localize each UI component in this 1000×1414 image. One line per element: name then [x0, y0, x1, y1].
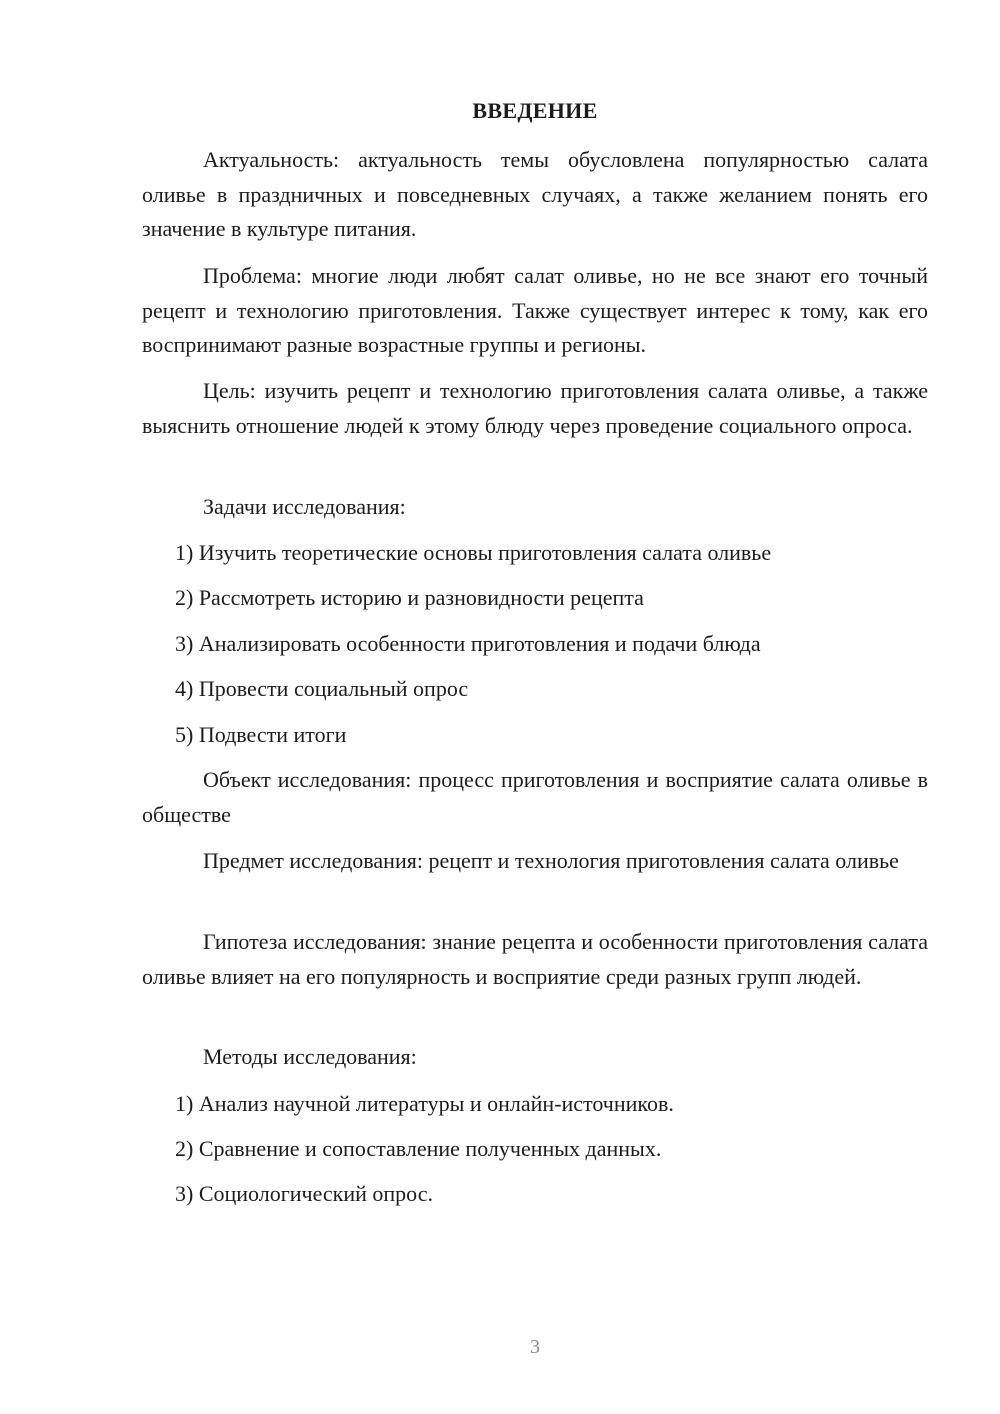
method-item-1: 1) Анализ научной литературы и онлайн-источников.: [175, 1091, 674, 1116]
method-item-3: 3) Социологический опрос.: [175, 1181, 433, 1206]
paragraph-relevance: Актуальность: актуальность темы обусловлена популярностью салата оливье в праздничных и повседневных случаях, а также желанием понять его значение в культуре питания.: [142, 147, 928, 241]
method-item-2: 2) Сравнение и сопоставление полученных данных.: [175, 1136, 662, 1161]
methods-heading: Методы исследования:: [203, 1044, 417, 1069]
page-number: 3: [530, 1336, 540, 1358]
paragraph-problem: Проблема: многие люди любят салат оливье, но не все знают его точный рецепт и технологию приготовления. Также существует интерес к тому, как его воспринимают разные возрастные группы и регионы.: [142, 263, 928, 357]
paragraph-goal: Цель: изучить рецепт и технологию приготовления салата оливье, а также выяснить отношение людей к этому блюду через проведение социального опроса.: [142, 378, 928, 438]
task-item-4: 4) Провести социальный опрос: [175, 676, 469, 701]
paragraph-hypothesis: Гипотеза исследования: знание рецепта и особенности приготовления салата оливье влияет на его популярность и восприятие среди разных групп людей.: [142, 929, 928, 989]
tasks-heading: Задачи исследования:: [203, 494, 406, 519]
task-item-2: 2) Рассмотреть историю и разновидности рецепта: [175, 585, 644, 610]
paragraph-subject: Предмет исследования: рецепт и технология приготовления салата оливье: [203, 848, 899, 873]
task-item-5: 5) Подвести итоги: [175, 722, 347, 747]
task-item-1: 1) Изучить теоретические основы приготовления салата оливье: [175, 540, 772, 565]
paragraph-object: Объект исследования: процесс приготовления и восприятие салата оливье в обществе: [142, 767, 928, 827]
page-title: ВВЕДЕНИЕ: [472, 98, 598, 123]
task-item-3: 3) Анализировать особенности приготовления и подачи блюда: [175, 631, 761, 656]
